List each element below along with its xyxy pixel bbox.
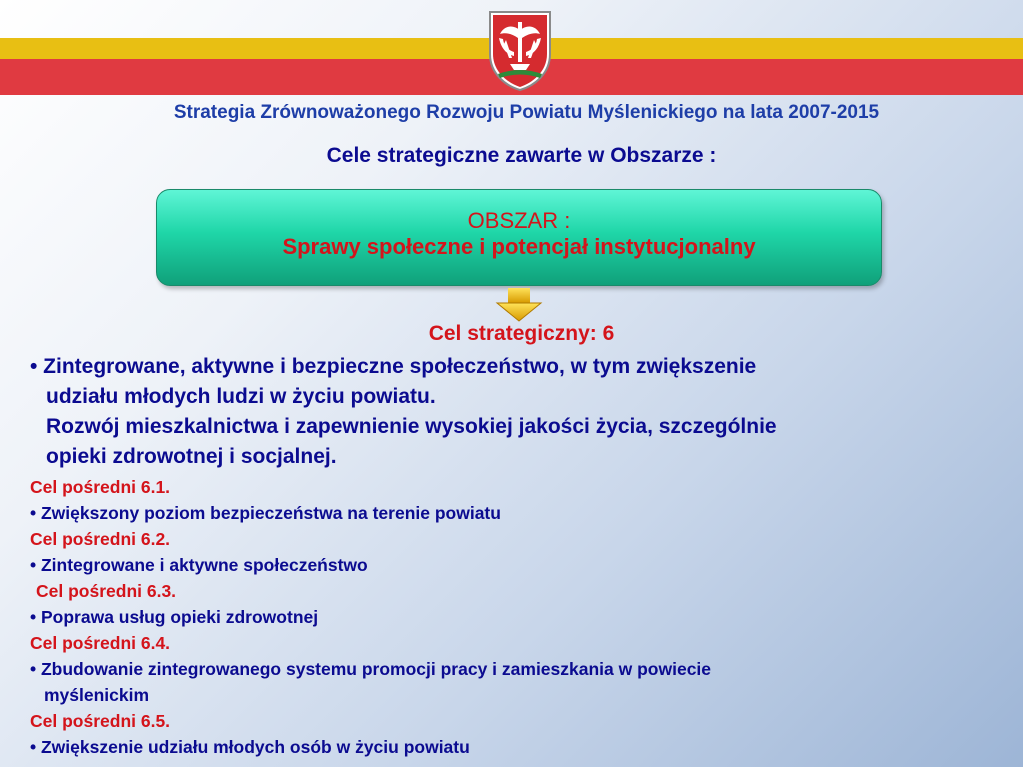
sub-goals-list (30, 474, 1010, 760)
strategic-goal-title: Cel strategiczny: 6 (428, 322, 615, 345)
coat-of-arms-crest-icon (484, 8, 556, 92)
sub-goal-label: Cel pośredni 6.2. (30, 529, 171, 549)
sub-goal-text: • Zwiększenie udziału młodych osób w życiu powiatu (30, 737, 470, 757)
strategic-goal-line: • Zintegrowane, aktywne i bezpieczne społeczeństwo, w tym zwiększenie (30, 355, 757, 378)
sub-goal-label: Cel pośredni 6.3. (36, 581, 177, 601)
sub-goal-text: • Zintegrowane i aktywne społeczeństwo (30, 555, 368, 575)
sub-goal-text: • Zwiększony poziom bezpieczeństwa na terenie powiatu (30, 503, 501, 523)
strategic-goal-line: udziału młodych ludzi w życiu powiatu. (46, 385, 436, 408)
area-heading: OBSZAR : (467, 208, 571, 233)
sub-goal-label: Cel pośredni 6.5. (30, 711, 171, 731)
sub-goal-text: • Zbudowanie zintegrowanego systemu promocji pracy i zamieszkania w powiecie (30, 659, 712, 679)
sub-goal-label: Cel pośredni 6.4. (30, 633, 171, 653)
strategic-goal-line: opieki zdrowotnej i socjalnej. (46, 445, 337, 468)
strategic-goal-line: Rozwój mieszkalnictwa i zapewnienie wysokiej jakości życia, szczególnie (46, 415, 777, 438)
page-subtitle: Cele strategiczne zawarte w Obszarze : (326, 144, 717, 167)
sub-goal-text: • Poprawa usług opieki zdrowotnej (30, 607, 319, 627)
page-title: Strategia Zrównoważonego Rozwoju Powiatu Myślenickiego na lata 2007-2015 (173, 102, 880, 123)
sub-goal-text-continuation: myślenickim (44, 685, 150, 705)
area-name: Sprawy społeczne i potencjał instytucjonalny (282, 234, 756, 259)
strategic-goal-text (30, 352, 990, 472)
sub-goal-label: Cel pośredni 6.1. (30, 477, 171, 497)
down-arrow-icon (495, 288, 543, 322)
area-box (156, 189, 882, 286)
